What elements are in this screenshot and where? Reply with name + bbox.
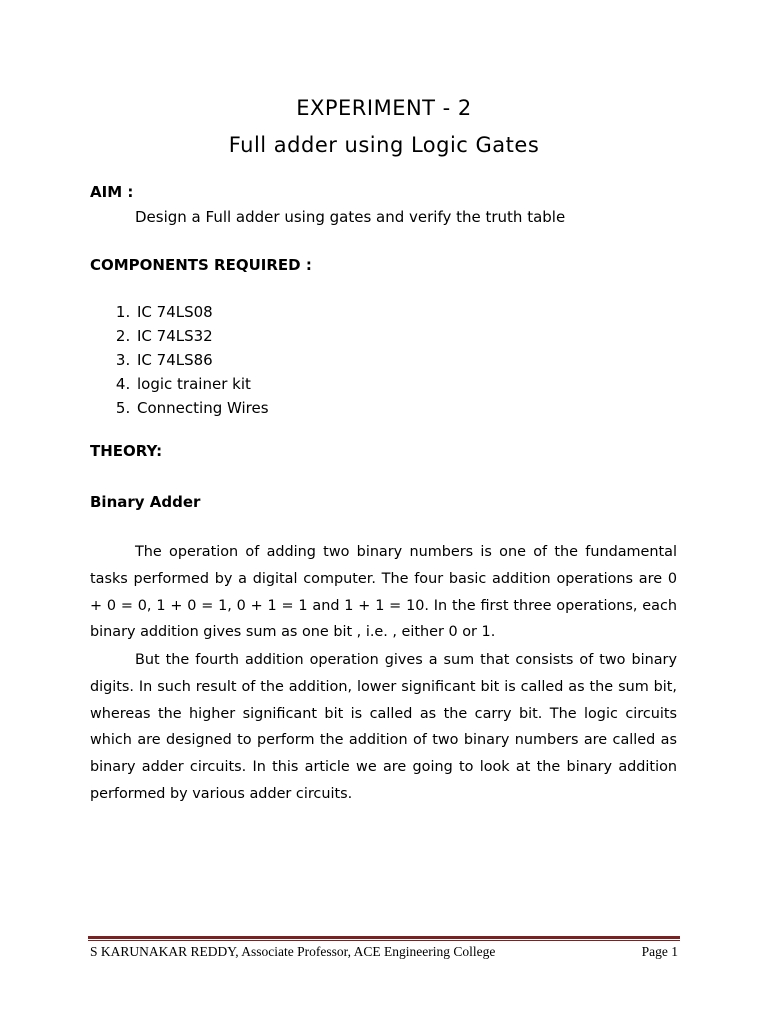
components-list (113, 300, 269, 420)
aim-label: AIM (90, 183, 123, 201)
theory-separator: : (156, 442, 163, 460)
components-label: COMPONENTS REQUIRED (90, 256, 301, 274)
aim-heading (90, 183, 133, 201)
theory-heading (90, 442, 162, 460)
aim-text: Design a Full adder using gates and verify the truth table (135, 208, 566, 226)
list-item: 4. logic trainer kit (135, 372, 269, 396)
experiment-title: EXPERIMENT - 2 (296, 96, 472, 120)
list-item: 3. IC 74LS86 (135, 348, 269, 372)
footer-page-number: Page 1 (641, 944, 678, 959)
theory-paragraph-1: The operation of adding two binary numbers is one of the fundamental tasks performed by a digital computer. The four basic addition operations are 0 + 0 = 0, 1 + 0 = 1, 0 + 1 = 1 and 1 + 1 = 10. In the first three operations, each binary addition gives sum as one bit , i.e. , either 0 or 1. (90, 544, 677, 641)
footer-author: S KARUNAKAR REDDY, Associate Professor, ACE Engineering College (90, 944, 496, 959)
aim-separator: : (127, 183, 134, 201)
list-item: 1. IC 74LS08 (135, 300, 269, 324)
theory-paragraph-2: But the fourth addition operation gives a sum that consists of two binary digits. In such result of the addition, lower significant bit is called as the sum bit, whereas the higher significant bit is called as the carry bit. The logic circuits which are designed to perform the addition of two binary numbers are called as binary adder circuits. In this article we are going to look at the binary addition performed by various adder circuits. (90, 652, 677, 802)
components-heading (90, 256, 312, 274)
components-separator: : (305, 256, 312, 274)
list-item: 5. Connecting Wires (135, 396, 269, 420)
list-item: 2. IC 74LS32 (135, 324, 269, 348)
footer-divider-thin (88, 940, 680, 941)
experiment-subtitle: Full adder using Logic Gates (228, 133, 540, 157)
theory-label: THEORY (90, 442, 157, 460)
footer-divider (88, 936, 680, 939)
binary-adder-subheading: Binary Adder (90, 493, 201, 511)
